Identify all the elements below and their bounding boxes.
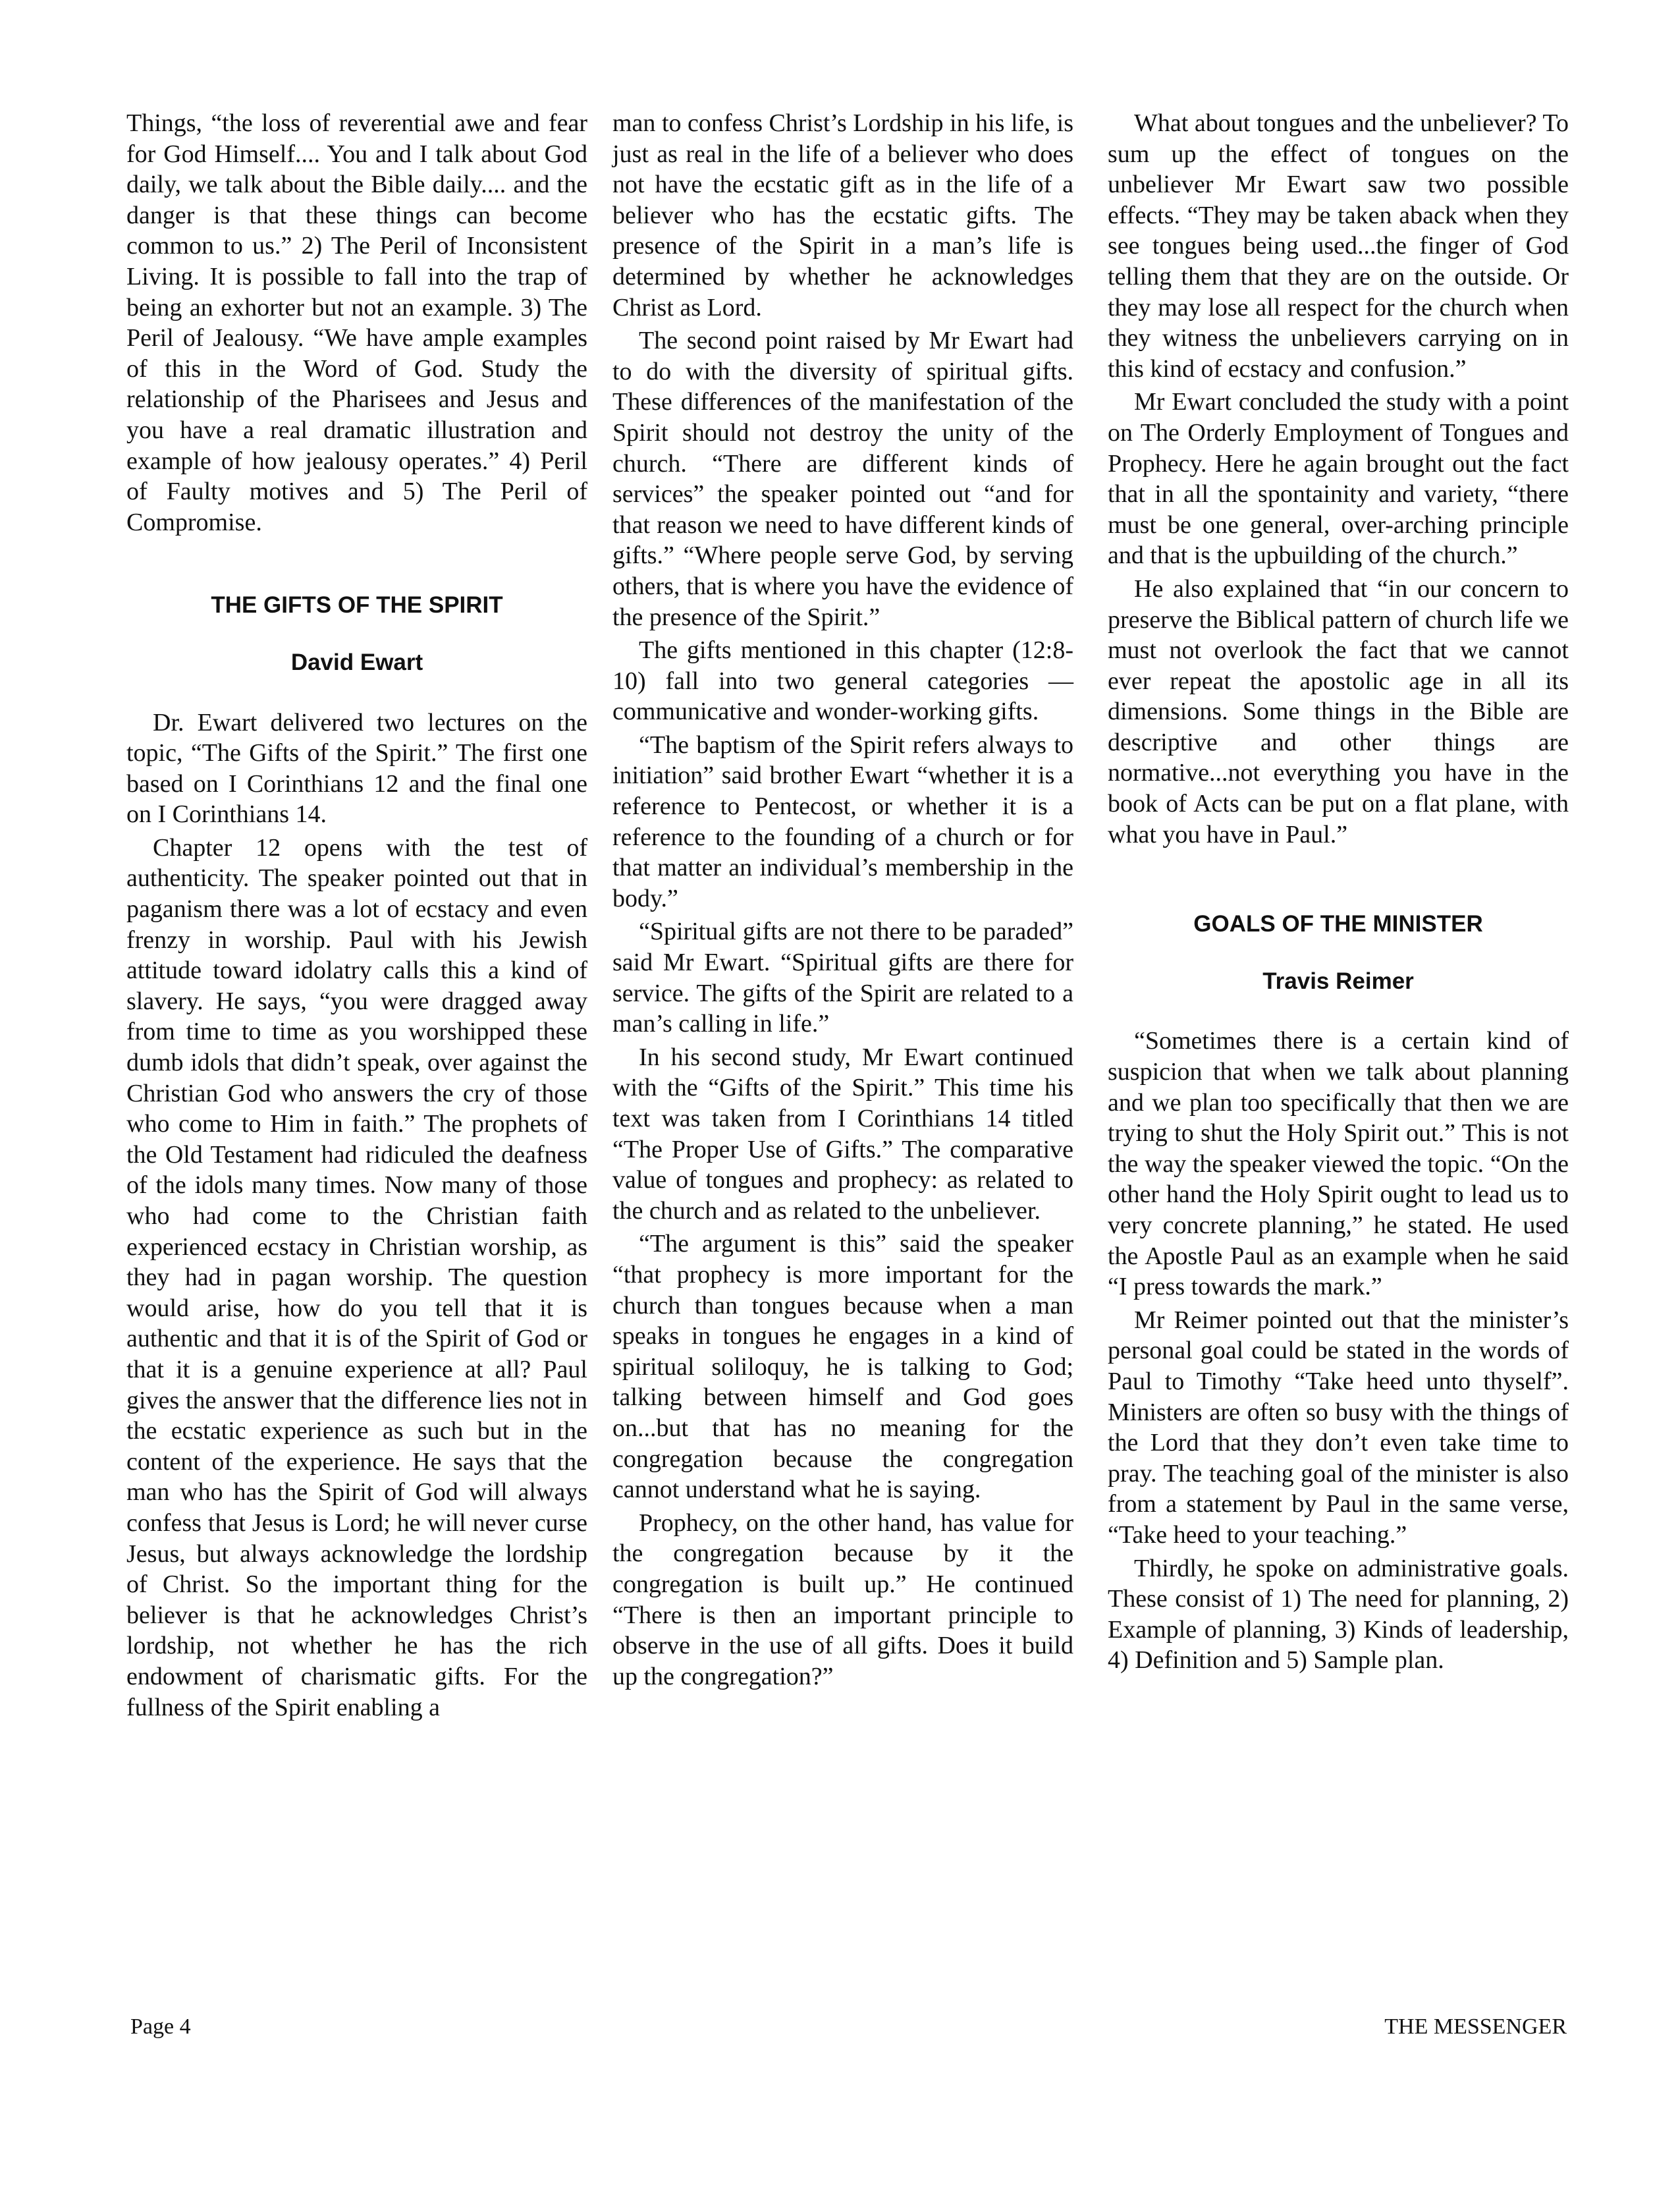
article-paragraph: “The argument is this” said the speaker “that prophecy is more important for the church than tongues because when a man speaks in tongues he engages in a kind of spiritual soliloquy, he is talking to God; talking between himself and God goes on...but that has no meaning for the congregation because the congregation cannot understand what he is saying. xyxy=(612,1230,1073,1504)
article-continuation-paragraph: Things, “the loss of reverential awe and fear for God Himself.... You and I talk about God daily, we talk about the Bible daily.... and the danger is that these things can become common to us.” 2) The Peril of Inconsistent Living. It is possible to fall into the trap of being an exhorter but not an example. 3) The Peril of Jealousy. “We have ample examples of this in the Word of God. Study the relationship of the Pharisees and Jesus and you have a real dramatic illustration and example of how jealousy operates.” 4) Peril of Faulty motives and 5) The Peril of Compromise. xyxy=(126,109,587,536)
publication-name: THE MESSENGER xyxy=(1384,2014,1567,2039)
article-paragraph: Mr Ewart concluded the study with a point on The Orderly Employment of Tongues and Prophecy. Here he again brought out the fact that in all the spontainity and variety, “there must be one general, over-arching principle and that is the upbuilding of the church.” xyxy=(1108,388,1569,570)
column-1 xyxy=(126,105,587,1723)
article-paragraph: Mr Reimer pointed out that the minister’s personal goal could be stated in the words of Paul to Timothy “Take heed unto thyself”. Ministers are often so busy with the things of the Lord that they don’t even take time to pray. The teaching goal of the minister is also from a statement by Paul in the same verse, “Take heed to your teaching.” xyxy=(1108,1306,1569,1549)
column-3 xyxy=(1108,105,1569,1676)
article-paragraph: Chapter 12 opens with the test of authenticity. The speaker pointed out that in paganism there was a lot of ecstacy and even frenzy in worship. Paul with his Jewish attitude toward idolatry calls this a kind of slavery. He says, “you were dragged away from time to time as you worshipped these dumb idols that didn’t speak, over against the Christian God who answers the cry of those who come to Him in faith.” The prophets of the Old Testament had ridiculed the deafness of the idols many times. Now many of those who had come to the Christian faith experienced ecstacy in Christian worship, as they had in pagan worship. The question would arise, how do you tell that it is authentic and that it is of the Spirit of God or that it is a genuine experience at all? Paul gives the answer that the difference lies not in the ecstatic experience as such but in the content of the experience. He says that the man who has the Spirit of God will always confess that Jesus is Lord; he will never curse Jesus, but always acknowledge the lordship of Christ. So the important thing for the believer is that he acknowledges Christ’s lordship, not whether he has the rich endowment of charismatic gifts. For the fullness of the Spirit enabling a xyxy=(126,833,587,1721)
article-paragraph: man to confess Christ’s Lordship in his life, is just as real in the life of a believer who does not have the ecstatic gift as in the life of a believer who has the ecstatic gifts. The presence of the Spirit in a man’s life is determined by whether he acknowledges Christ as Lord. xyxy=(612,109,1073,321)
article-paragraph: He also explained that “in our concern to preserve the Biblical pattern of church life we must not overlook the fact that we cannot ever repeat the apostolic age in all its dimensions. Some things in the Bible are descriptive and other things are normative...not everything you have in the book of Acts can be put on a flat plane, with what you have in Paul.” xyxy=(1108,574,1569,848)
article-byline-travis-reimer: Travis Reimer xyxy=(1262,968,1414,994)
article-paragraph: Dr. Ewart delivered two lectures on the topic, “The Gifts of the Spirit.” The first one based on I Corinthians 12 and the final one on I Corinthians 14. xyxy=(126,708,587,829)
article-paragraph: The gifts mentioned in this chapter (12:8-10) fall into two general categories — communicative and wonder-working gifts. xyxy=(612,636,1073,726)
article-byline-david-ewart: David Ewart xyxy=(290,649,423,675)
article-paragraph: In his second study, Mr Ewart continued with the “Gifts of the Spirit.” This time his text was taken from I Corinthians 14 titled “The Proper Use of Gifts.” The comparative value of tongues and prophecy: as related to the church and as related to the unbeliever. xyxy=(612,1043,1073,1225)
article-paragraph: “Sometimes there is a certain kind of suspicion that when we talk about planning and we plan too specifically that then we are trying to shut the Holy Spirit out.” This is not the way the speaker viewed the topic. “On the other hand the Holy Spirit ought to lead us to very concrete planning,” he stated. He used the Apostle Paul as an example when he said “I press towards the mark.” xyxy=(1108,1027,1569,1301)
article-heading-gifts-of-the-spirit: THE GIFTS OF THE SPIRIT xyxy=(211,592,503,619)
article-paragraph: “The baptism of the Spirit refers always to initiation” said brother Ewart “whether it is a reference to Pentecost, or whether it is a reference to the founding of a church or for that matter an individual’s membership in the body.” xyxy=(612,731,1073,912)
article-paragraph: Thirdly, he spoke on administrative goals. These consist of 1) The need for planning, 2) Example of planning, 3) Kinds of leadership, 4) Definition and 5) Sample plan. xyxy=(1108,1554,1569,1675)
page-number: Page 4 xyxy=(130,2014,191,2039)
article-paragraph: Prophecy, on the other hand, has value for the congregation because by it the congregation is built up.” He continued “There is then an important principle to observe in the use of all gifts. Does it build up the congregation?” xyxy=(612,1509,1073,1690)
article-paragraph: The second point raised by Mr Ewart had to do with the diversity of spiritual gifts. These differences of the manifestation of the Spirit should not destroy the unity of the church. “There are different kinds of services” the speaker pointed out “and for that reason we need to have different kinds of gifts.” “Where people serve God, by serving others, that is where you have the evidence of the presence of the Spirit.” xyxy=(612,327,1073,631)
column-2 xyxy=(612,105,1073,1692)
article-paragraph: “Spiritual gifts are not there to be paraded” said Mr Ewart. “Spiritual gifts are there for service. The gifts of the Spirit are related to a man’s calling in life.” xyxy=(612,918,1073,1038)
article-paragraph: What about tongues and the unbeliever? To sum up the effect of tongues on the unbeliever Mr Ewart saw two possible effects. “They may be taken aback when they see tongues being used...the finger of God telling them that they are on the outside. Or they may lose all respect for the church when they witness the unbelievers carrying on in this kind of ecstacy and confusion.” xyxy=(1108,109,1569,383)
article-heading-goals-of-the-minister: GOALS OF THE MINISTER xyxy=(1193,911,1483,937)
